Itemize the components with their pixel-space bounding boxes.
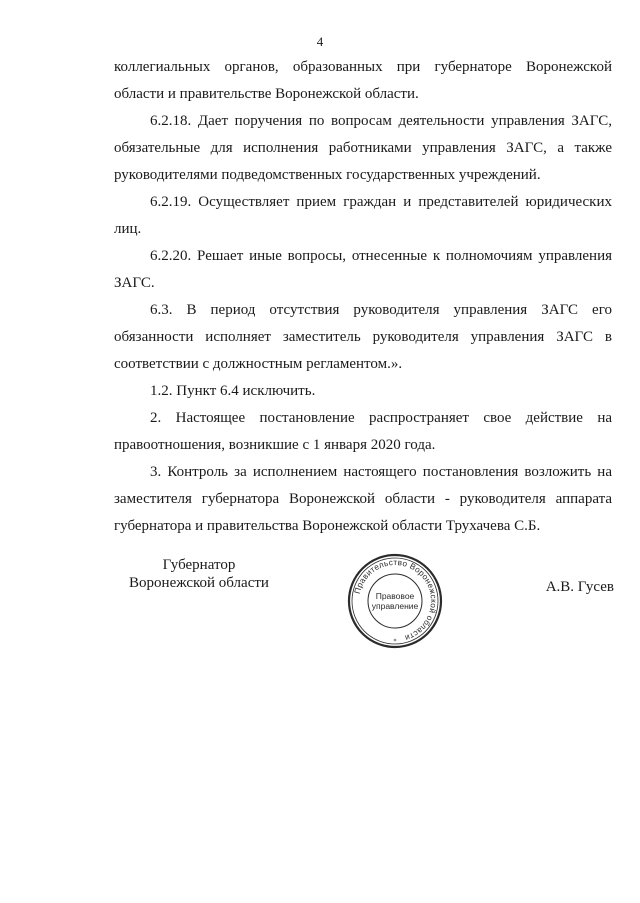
stamp-star-icon: * — [393, 638, 397, 645]
official-stamp — [345, 551, 445, 651]
paragraph-6-2-19: 6.2.19. Осуществляет прием граждан и представителей юридических лиц. — [114, 194, 612, 237]
paragraph-2: 2. Настоящее постановление распространяет свое действие на правоотношения, возникшие с 1 января 2020 года. — [114, 410, 612, 453]
paragraph-6-3: 6.3. В период отсутствия руководителя управления ЗАГС его обязанности исполняет заместитель руководителя управления ЗАГС в соответствии с должностным регламентом.». — [114, 302, 612, 372]
paragraph-3: 3. Контроль за исполнением настоящего постановления возложить на заместителя губернатора Воронежской области - руководителя аппарата губернатора и правительства Воронежской области Трухачева С.Б. — [114, 464, 612, 534]
paragraph-continuation: коллегиальных органов, образованных при губернаторе Воронежской области и правительстве Воронежской области. — [114, 59, 612, 102]
document-body — [114, 54, 612, 540]
signer-name: А.В. Гусев — [545, 579, 614, 595]
paragraph-6-2-18: 6.2.18. Дает поручения по вопросам деятельности управления ЗАГС, обязательные для исполнения работниками управления ЗАГС, а также руководителями подведомственных государственных учреждений. — [114, 113, 612, 183]
signer-title-line1: Губернатор — [162, 557, 236, 573]
page-number: 4 — [316, 34, 324, 49]
paragraph-6-2-20: 6.2.20. Решает иные вопросы, отнесенные к полномочиям управления ЗАГС. — [114, 248, 612, 291]
signature-block — [114, 556, 614, 646]
stamp-center-line1: Правовое — [375, 591, 415, 601]
paragraph-1-2: 1.2. Пункт 6.4 исключить. — [150, 383, 316, 399]
stamp-center-line2: управление — [371, 601, 419, 611]
signer-title-line2: Воронежской области — [129, 575, 269, 591]
stamp-ring-text: Правительство Воронежской области — [352, 557, 439, 643]
signer-title — [114, 556, 284, 592]
